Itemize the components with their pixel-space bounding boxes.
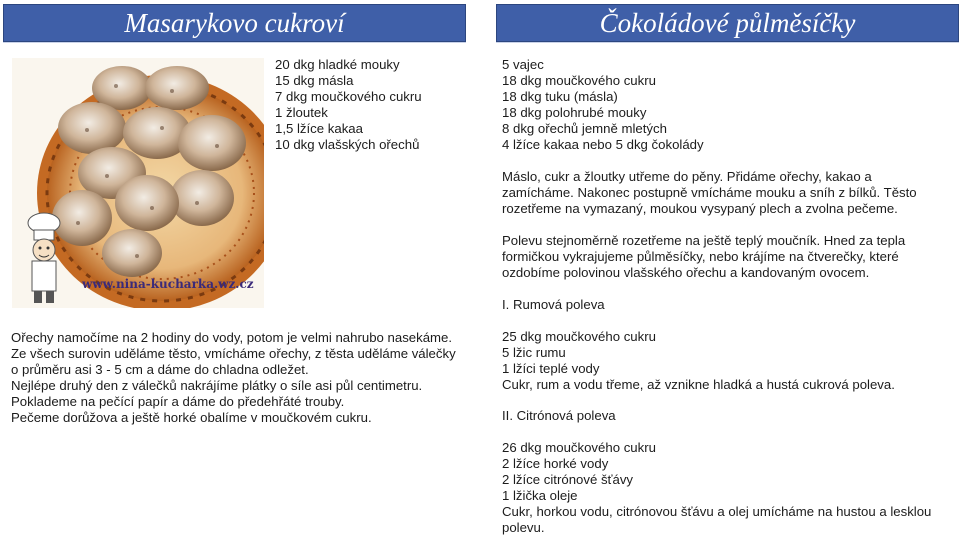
left-method: Ořechy namočíme na 2 hodiny do vody, potom je velmi nahrubo nasekáme. Ze všech surovin uděláme těsto, vmícháme ořechy, z těsta uděláme válečky o průměru asi 3 - 5 cm a dáme do chladna odležet. Nejlépe druhý den z válečků nakrájíme plátky o síle asi půl centimetru. Poklademe na pečící papír a dáme do předehřáté trouby. Pečeme dorůžova a ještě horké obalíme v moučkovém cukru. [11, 330, 456, 425]
citron-glaze-text: 26 dkg moučkového cukru 2 lžíce horké vody 2 lžíce citrónové šťávy 1 lžička oleje Cukr, horkou vodu, citrónovou šťávu a olej umícháme na hustou a lesklou polevu. [502, 440, 932, 535]
rum-glaze-text: 25 dkg moučkového cukru 5 lžic rumu 1 lžíci teplé vody Cukr, rum a vodu třeme, až vznikne hladká a hustá cukrová poleva. [502, 329, 895, 392]
cookies-plate-photo [12, 58, 264, 308]
rum-glaze-heading: I. Rumová poleva [502, 297, 605, 312]
left-recipe-title: Masarykovo cukroví [3, 4, 466, 42]
right-paragraph-1: Máslo, cukr a žloutky utřeme do pěny. Přidáme ořechy, kakao a zamícháme. Nakonec postupně vmícháme mouku a sníh z bílků. Těsto rozetřeme na vymazaný, moukou vysypaný plech a zvolna pečeme. [502, 169, 917, 216]
watermark: www.nina-kucharka.wz.cz [82, 277, 254, 291]
right-paragraph-2: Polevu stejnoměrně rozetřeme na ještě teplý moučník. Hned za tepla formičkou vykrajujeme půlměsíčky, nebo krájíme na čtverečky, které ozdobíme polovinou vlašského ořechu a kandovaným ovocem. [502, 233, 906, 280]
citron-glaze-heading: II. Citrónová poleva [502, 408, 616, 423]
right-ingredients: 5 vajec 18 dkg moučkového cukru 18 dkg tuku (másla) 18 dkg polohrubé mouky 8 dkg ořechů jemně mletých 4 lžíce kakaa nebo 5 dkg čokolády [502, 57, 704, 152]
right-recipe-title: Čokoládové půlměsíčky [496, 4, 959, 42]
left-ingredients: 20 dkg hladké mouky 15 dkg másla 7 dkg moučkového cukru 1 žloutek 1,5 lžíce kakaa 10 dkg vlašských ořechů [275, 57, 422, 152]
